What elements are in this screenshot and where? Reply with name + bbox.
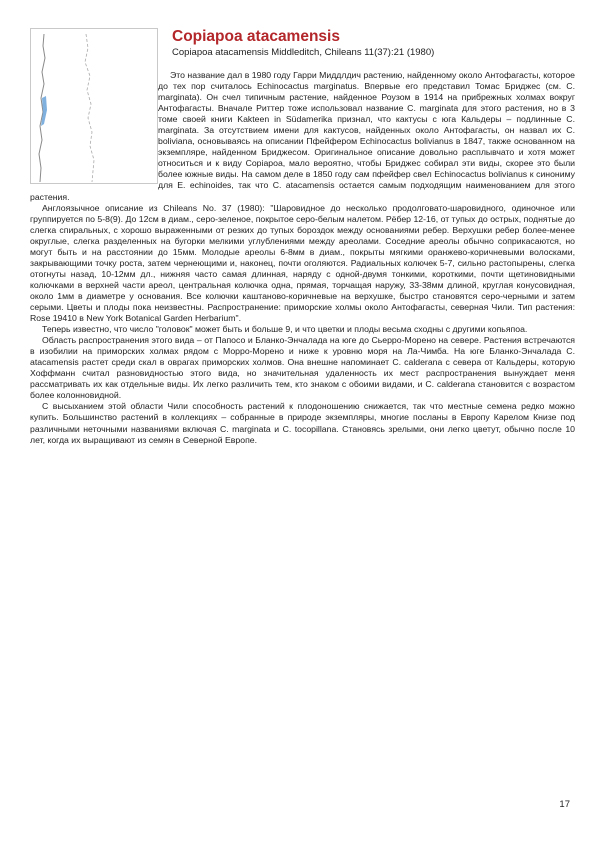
species-header (172, 28, 582, 59)
paragraph-history: Это название дал в 1980 году Гарри Миддлдич растению, найденному около Антофагасты, которое до тех пор считалось Echinocactus marginatus. Впервые его представил Томас Бриджес (см. C. marginata). Он счел типичным растение, найденное Роузом в 1914 на прибрежных холмах вокруг Антофагасты. Вначале Риттер тоже использовал название C. marginata для этого растения, но в 3 томе своей книги Kakteen in Südamerika признал, что кактусы с юга Кальдеры – подлинные C. marginata. За отсутствием имени для кактусов, найденных около Антофагасты, он назвал их C. boliviana, основываясь на описании Пфейфером Echinocactus bolivianus в 1847, также основанном на экземпляре, найденном Бриджесом. Оригинальное описание довольно расплывчато и хотя может относиться и к виду Copiapoa, мало вероятно, чтобы Бриджес собирал эти виды, скорее это были более южные виды. На самом деле в 1850 году сам пфейфер свел Echinocactus bolivianus к синониму для E. echinoides, так что C. atacamensis остается самым подходящим наименованием для этого растения. (30, 70, 575, 202)
species-title: Copiapoa atacamensis (172, 28, 340, 45)
paragraph-distribution: Область распространения этого вида – от Папосо и Бланко-Энчалада на юге до Сьерро-Морено на севере. Растения встречаются в изобилии на приморских холмах рядом с Морро-Морено и ниже к уровню моря на Ла-Чимба. На юге Бланко-Энчалада C. atacamensis растет среди скал в оврагах приморских холмов. Она внешне напоминает C. calderana с севера от Кальдеры, которую Хоффманн считал разновидностью этого вида, но значительная удаленность их мест распространения вынуждает меня рассматривать их как отдельные виды. Их легко различить тем, кто знаком с обоими видами, и C. calderana становится с возрастом более колонновидной. (30, 335, 575, 401)
paragraph-cultivation: С высыханием этой области Чили способность растений к плодоношению снижается, так что местные семена редко можно купить. Большинство растений в коллекциях – собранные в природе экземпляры, многие посланы в Европу Карелом Книзе под различными неточными названиями включая C. marginata и C. tocopillana. Становясь зрелыми, они легко цветут, обычно после 10 лет, когда их выращивают из семян в Северной Европе. (30, 401, 575, 445)
article-body (30, 70, 575, 446)
paragraph-description: Англоязычное описание из Chileans No. 37 (1980): "Шаровидное до несколько продолговато-шаровидного, одиночное или группируется по 5-8(9). До 12см в диам., серо-зеленое, покрытое серо-белым налетом. Рёбер 12-16, от тупых до острых, поднятые до слегка спиральных, с хорошо выраженными от резких до тупых бороздок между основаниями ребер. Верхушки ребер более-менее округлые, слегка разделенных на бугорки мелкими углублениями между ареолами. Соседние ареолы обычно соприкасаются, но могут быть и на расстоянии до 15мм. Молодые ареолы 6-8мм в диам., покрыты мягкими оранжево-коричневыми волосками, закрывающими точку роста, затем чернеющими и, наконец, почти оголяются. Радиальных колючек 5-7, сильно растопырены, слегка отогнуты назад, 10-12мм дл., нижняя часто самая длинная, наряду с одной-двумя тонкими, короткими, почти щетиновидными колючками в верхней части ареол, центральная колючка одна, прямая, торчащая наружу, 33-38мм длиной, круглая конусовидная, около 1мм в диаметре у основания. Все колючки каштаново-коричневые на верхушке, быстро становятся серо-черными и затем серыми. Цветы и плоды пока неизвестны. Распространение: приморские холмы около Антофагасты, северная Чили. Тип растения: Rose 19410 в New York Botanical Garden Herbarium". (30, 202, 575, 324)
paragraph-heads: Теперь известно, что число "головок" может быть и больше 9, и что цветки и плоды весьма сходны с другими копьяпоа. (42, 324, 528, 335)
map-wrap-space (30, 70, 158, 185)
page-number: 17 (559, 799, 570, 810)
species-citation: Copiapoa atacamensis Middleditch, Chileans 11(37):21 (1980) (172, 47, 435, 58)
